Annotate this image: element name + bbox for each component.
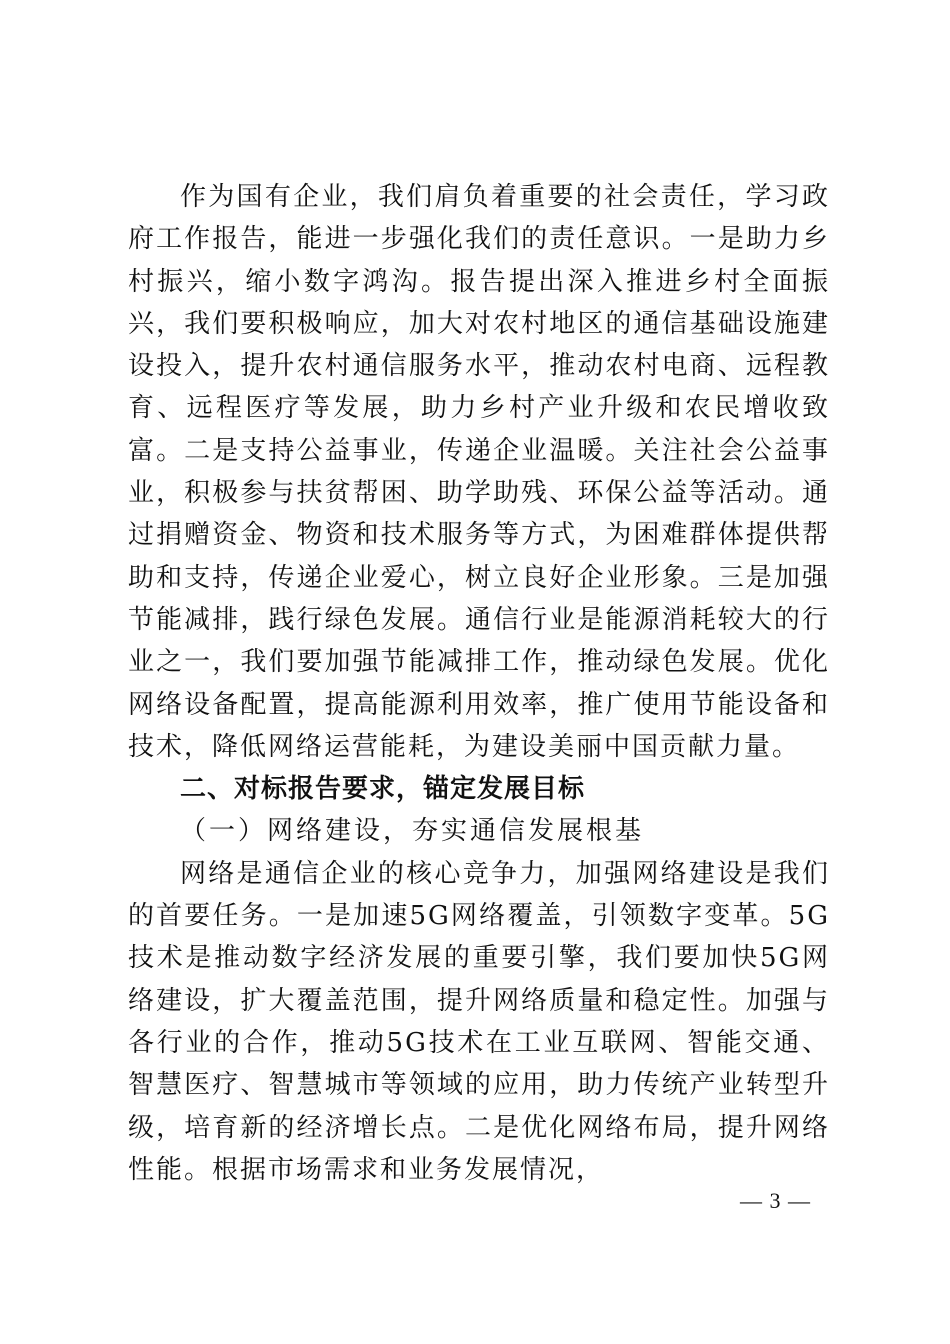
subsection-heading-2-1: （一）网络建设，夯实通信发展根基 bbox=[180, 816, 645, 847]
body-paragraph-network: 网络是通信企业的核心竞争力，加强网络建设是我们的首要任务。一是加速5G网络覆盖，引领数字变革。5G技术是推动数字经济发展的重要引擎，我们要加快5G网络建设，扩大覆盖范围，提升网络质量和稳定性。加强与各行业的合作，推动5G技术在工业互联网、智能交通、智慧医疗、智慧城市等领域的应用，助力传统产业转型升级，培育新的经济增长点。二是优化网络布局，提升网络性能。根据市场需求和业务发展情况， bbox=[128, 858, 830, 1185]
page-content bbox=[128, 176, 830, 1191]
section-heading-2: 二、对标报告要求，锚定发展目标 bbox=[180, 774, 586, 805]
body-paragraph-responsibility: 作为国有企业，我们肩负着重要的社会责任，学习政府工作报告，能进一步强化我们的责任意识。一是助力乡村振兴，缩小数字鸿沟。报告提出深入推进乡村全面振兴，我们要积极响应，加大对农村地区的通信基础设施建设投入，提升农村通信服务水平，推动农村电商、远程教育、远程医疗等发展，助力乡村产业升级和农民增收致富。二是支持公益事业，传递企业温暖。关注社会公益事业，积极参与扶贫帮困、助学助残、环保公益等活动。通过捐赠资金、物资和技术服务等方式，为困难群体提供帮助和支持，传递企业爱心，树立良好企业形象。三是加强节能减排，践行绿色发展。通信行业是能源消耗较大的行业之一，我们要加强节能减排工作，推动绿色发展。优化网络设备配置，提高能源利用效率，推广使用节能设备和技术，降低网络运营能耗，为建设美丽中国贡献力量。 bbox=[128, 182, 830, 762]
page-number: — 3 — bbox=[740, 1188, 811, 1213]
